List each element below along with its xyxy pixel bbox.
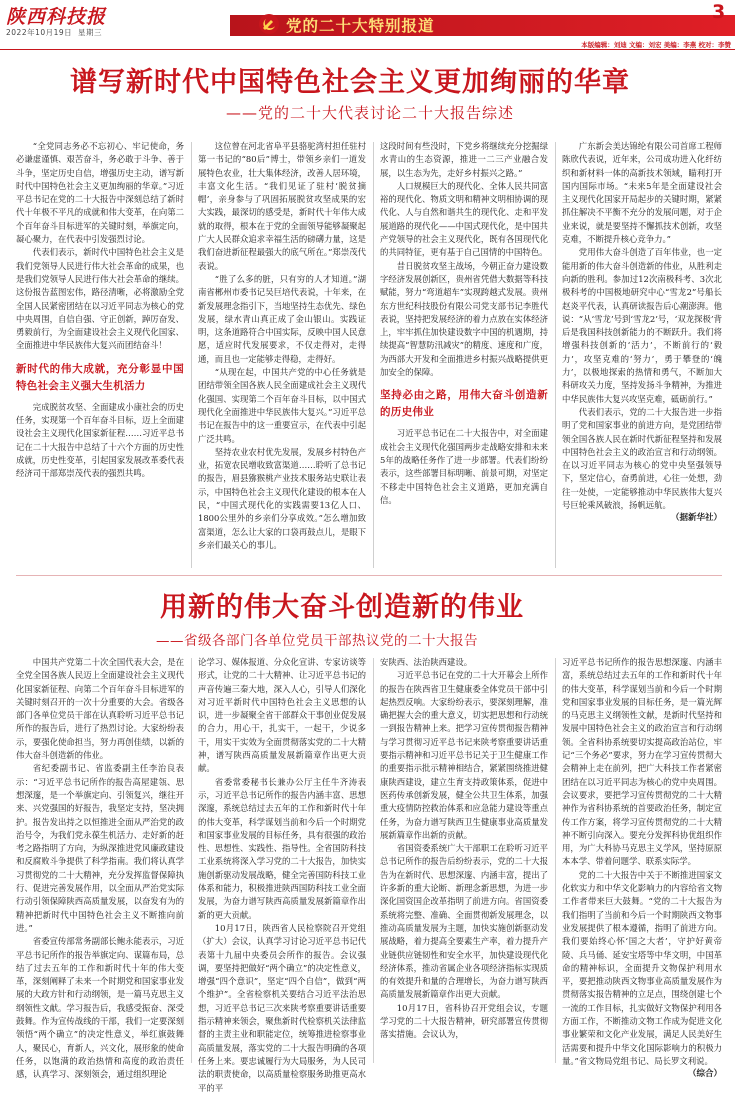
publication-weekday: 星期三 bbox=[77, 28, 102, 37]
article2-column-2 bbox=[198, 656, 366, 1093]
paragraph: 广东新会美达锦纶有限公司首席工程师陈欣代表说，近年来，公司成功进入化纤纺织和新材料一体的高新技术领域，瞄利打开国内国际市场。“未来5年是全面建设社会主义现代化国家开局起步的关键时期，紧紧抓住解决不平衡不充分的发展问题，对于企业来说，就是要坚持不懈抓技术创新，攻坚克难，不断提升核心竞争力。” bbox=[562, 141, 722, 245]
article1-column-4 bbox=[562, 140, 722, 570]
paragraph: “胜了么多的脏，只有穷的人才知道。”湖南省郴州市委书记吴巨培代表说，十年来，在新发展理念指引下，当地坚持生态优先、绿色发展，绿水青山真正成了金山银山。实践证明，这条道路符合中国实际，反映中国人民意愿，适应时代发展要求，不仅走得对，走得通，而且也一定能够走得稳，走得好。 bbox=[198, 273, 366, 364]
publication-date: 2022年10月19日 bbox=[6, 28, 73, 37]
paragraph: 党用伟大奋斗创造了百年伟业，也一定能用新的伟大奋斗创造新的伟业，从胜利走向新的胜利。参加过12次南极科考、3次北极科考的中国极地研究中心“雪龙2”号船长赵炎平代表，认真研读报告后心潮澎湃。他说：“从‘雪龙’号到‘雪龙2’号，‘双龙探极’背后是我国科技创新能力的不断跃升。我们将增强科技创新的‘活力’，不断前行的‘毅力’，攻坚克难的‘努力’，勇于攀登的‘魄力’，以极地探索的热情和勇气，不断加大科研攻关力度，坚持发扬斗争精神，为推进中华民族伟大复兴攻坚克难，砥砺前行。” bbox=[562, 247, 722, 404]
paragraph: 中国共产党第二十次全国代表大会，是在全党全国各族人民迈上全面建设社会主义现代化国家新征程、向第二个百年奋斗目标进军的关键时刻召开的一次十分重要的大会。省级各部门各单位党员干部在认真聆听习近平总书记所作的报告后，进行了热烈讨论。大家纷纷表示，要强化使命担当，努力再创佳绩，以新的伟大奋斗创造新的伟业。 bbox=[16, 657, 184, 761]
article1-column-2 bbox=[198, 140, 366, 570]
masthead-rule bbox=[0, 49, 735, 50]
paragraph: 坚持农业农村优先发展，发展乡村特色产业，拓宽农民增收致富渠道……聆听了总书记的报告，眉县猕猴桃产业技术服务站史联让表示，中国特色社会主义现代化建设的根本在人民，“中国式现代化的实践需要13亿人口、1800公里外的乡亲们分享成效。”怎么增加致富渠道，怎么让大家的口袋再鼓点儿，是眼下乡亲们最关心的事儿。 bbox=[198, 446, 366, 550]
article2-column-1 bbox=[16, 656, 184, 1080]
paragraph: 完成脱贫攻坚、全面建成小康社会的历史任务，实现第一个百年奋斗目标，迈上全面建设社会主义现代化国家新征程……习近平总书记在二十大报告中总结了十六个方面的历史性成就，历史性变革，引起国家发展改革委代表经济司干部郑崇茂代表的强烈共鸣。 bbox=[16, 401, 184, 479]
article2-headline: 用新的伟大奋斗创造新的伟业 bbox=[160, 592, 524, 623]
paragraph: 安陕西、法治陕西建设。 bbox=[380, 657, 473, 667]
article2-column-3 bbox=[380, 656, 548, 1066]
paragraph: 习近平总书记在二十大报告中，对全面建成社会主义现代化强国两步走战略安排和未来5年的战略任务作了进一步部署。代表们纷纷表示，这些部署目标明晰、前景可期，对坚定不移走中国特色社会主义道路，更加充满自信。 bbox=[380, 428, 548, 505]
paragraph: 10月17日，陕西省人民检察院召开党组（扩大）会议，认真学习讨论习近平总书记代表第十九届中央委员会所作的报告。会议强调，要坚持把做好“两个确立”的决定性意义，增强“四个意识”，坚定“四个自信”，做到“两个维护”。全省检察机关要结合习近平法治思想，习近平总书记三次来陕考察重要讲话重要指示精神来领会，聚焦新时代检察机关法律监督的主责主业和职能定位，统筹推进检察事业高质量发展，落实党的二十大报告明确的各项任务上来。要忠诚履行为大局服务，为人民司法的职责使命，以高质量检察服务助推更高水平的平 bbox=[198, 922, 366, 1093]
article1-section-heading: 新时代的伟大成就，充分彰显中国特色社会主义强大生机活力 bbox=[16, 362, 184, 392]
column-divider bbox=[373, 142, 374, 568]
column-divider bbox=[191, 658, 192, 1063]
paragraph: 代表们表示，党的二十大报告进一步指明了党和国家事业的前进方向，是党团结带领全国各族人民在新时代新征程坚持和发展中国特色社会主义的政治宣言和行动纲领。在以习近平同志为核心的党中央坚强领导下，坚定信心，奋勇前进，心往一处想，劲往一处使，一定能够推动中华民族伟大复兴号巨轮乘风破浪，扬帆远航。 bbox=[562, 406, 722, 511]
article2-source: （综合） bbox=[687, 1069, 722, 1080]
paragraph: 10月17日，省科协召开党组会议，专题学习党的二十大报告精神，研究部署宣传贯彻落实措施。会议认为， bbox=[380, 1002, 548, 1040]
article1-subhead: ——党的二十大代表讨论二十大报告综述 bbox=[226, 104, 515, 122]
article1-column-3 bbox=[380, 140, 548, 570]
paragraph: 论学习、媒体报道、分众化宣讲、专家访谈等形式，让党的二十大精神、让习近平总书记的声音传遍三秦大地，深入人心，引导人们深化对习近平新时代中国特色社会主义思想的认识，进一步凝聚全省干部群众干事创业促发展的合力，用心干，扎实干，一起干，少说多干，用实干实效为全面贯彻落实党的二十大精神，谱写陕西高质量发展新篇章作出更大贡献。 bbox=[198, 657, 366, 774]
paragraph: 习近平总书记在党的二十大开幕会上所作的报告在陕西省卫生健康委全体党员干部中引起热烈反响。大家纷纷表示，要深刻理解，准确把握大会的重大意义，切实把思想和行动统一到报告精神上来。把学习宣传贯彻报告精神与学习贯彻习近平总书记来陕考察重要讲话重要指示精神和习近平总书记关于卫生健康工作的重要指示批示精神相结合，紧紧围绕推进健康陕西建设，建立生育支持政策体系，促进中医药传承创新发展，健全公共卫生体系，加强重大疫情防控救治体系和应急能力建设等重点任务，为奋力谱写陕西卫生健康事业高质量发展新篇章作出新的贡献。 bbox=[380, 670, 548, 840]
article1-section-heading: 坚持必由之路，用伟大奋斗创造新的历史伟业 bbox=[380, 389, 548, 419]
paragraph: “从现在起，中国共产党的中心任务就是团结带领全国各族人民全面建成社会主义现代化强国、实现第二个百年奋斗目标，以中国式现代化全面推进中华民族伟大复兴。”习近平总书记在报告中的这一重要宣示，在代表中引起广泛共鸣。 bbox=[198, 367, 366, 444]
article1-column-1 bbox=[16, 140, 184, 570]
paragraph: 昔日脱贫攻坚主战场，今朝正奋力建设数字经济发展创新区，贵州省凭借大数据等科技赋能，努力“弯道超车”实现跨越式发展。贵州东方世纪科技股份有限公司党支部书记李胜代表说，坚持把发展经济的着力点放在实体经济上，牢牢抓住加快建设数字中国的机遇期，持续提高“智慧防汛减灾”的精度、速度和广度，为西部大开发和全面推进乡村振兴战略提供更加安全的保障。 bbox=[380, 260, 548, 378]
paragraph: 党的二十大报告中关于不断推进国家文化软实力和中华文化影响力的内容给省文物工作者带来巨大鼓舞。“党的二十大报告为我们指明了当前和今后一个时期陕西文物事业发展提供了根本遵循，指明了前进方向。我们要始终心怀‘国之大者’，守护好黄帝陵、兵马俑、延安宝塔等中华文明，中国革命的精神标识，全面提升文物保护利用水平，要把推动陕西文物事业高质量发展作为贯彻落实报告精神的立足点，围绕创建七个一流的工作目标，扎实做好文物保护利用各方面工作，不断推动文物工作成为促进文化事业繁荣和文化产业发展，满足人民美好生活需要和提升中华文化国际影响力的积极力量。”省文物局党组书记、局长罗文利说。 bbox=[562, 869, 722, 1066]
article2-subhead: ——省级各部门各单位党员干部热议党的二十大报告 bbox=[156, 633, 478, 649]
paragraph: 代表们表示，新时代中国特色社会主义是我们党领导人民进行伟大社会革命的成果，也是我们党领导人民进行伟大社会革命的继续。这份报告蓝图宏伟，路径清晰，必将激励全党全国人民紧密团结在以习近平同志为核心的党中央周围，自信自强、守正创新，踔厉奋发、勇毅前行，为全面建设社会主义现代化国家、全面推进中华民族伟大复兴而团结奋斗！ bbox=[16, 247, 184, 351]
paragraph: 省国资委系统广大干部职工在聆听习近平总书记所作的报告后纷纷表示，党的二十大报告为在新时代、思想深邃、内涵丰富，提出了许多新的重大论断、新理念新思想，为进一步深化国资国企改革指明了前进方向。省国资委系统将完整、准确、全面贯彻新发展理念，以推动高质量发展为主题，加快实施创新驱动发展战略，着力提高全要素生产率，着力提升产业链供应链韧性和安全水平，加快建设现代化经济体系，推动省属企业各项经济指标实现质的有效提升和量的合理增长，为奋力谱写陕西高质量发展新篇章作出更大贡献。 bbox=[380, 843, 548, 1000]
article1-headline: 谱写新时代中国特色社会主义更加绚丽的华章 bbox=[70, 67, 630, 98]
article2-column-4 bbox=[562, 656, 722, 1080]
column-divider bbox=[555, 142, 556, 568]
paragraph: 这位曾在河北省阜平县骆驼湾村担任驻村第一书记的“80后”博士，带领乡亲们一道发展特色农业，壮大集体经济，改善人居环境，丰富文化生活。“我们见证了驻村‘脱贫摘帽’，亲身参与了巩固拓展脱贫攻坚成果的宏大实践，最深切的感受是，新时代十年伟大成就的取得，根本在于党的全面领导能够凝聚起广大人民群众追求幸福生活的磅礴力量，这是我们奋进新征程最强大的底气所在。”郑崇茂代表说。 bbox=[198, 141, 366, 271]
paragraph: 省委常委秘书长兼办公厅主任牛齐涛表示，习近平总书记所作的报告内涵丰富、思想深邃，系统总结过去五年的工作和新时代十年的伟大变革，科学谋划当前和今后一个时期党和国家事业发展的目标任务，具有很强的政治性、思想性、实践性、指导性。全省国防科技工业系统将深入学习党的二十大报告，加快实施创新驱动发展战略，健全完善国防科技工业体系和能力，积极推进陕西国防科技工业全面发展，为奋力谱写陕西高质量发展新篇章作出新的更大贡献。 bbox=[198, 776, 366, 920]
paragraph: 习近平总书记所作的报告思想深邃、内涵丰富，系统总结过去五年的工作和新时代十年的伟大变革，科学谋划当前和今后一个时期党和国家事业发展的目标任务，是一篇光辉的马克思主义纲领性文献，是新时代坚持和发展中国特色社会主义的政治宣言和行动纲领。全省科协系统要切实提高政治站位，牢记“三个务必”要求，努力在学习宣传贯彻大会精神上走在前列，把广大科技工作者紧密团结在以习近平同志为核心的党中央周围。会议要求，要把学习宣传贯彻党的二十大精神作为省科协系统的首要政治任务，制定宣传工作方案，将学习宣传贯彻党的二十大精神不断引向深入。要充分发挥科协优组织作用，为广大科协马克思主义学风，坚持原原本本学、带着问题学、联系实际学。 bbox=[562, 657, 722, 867]
column-divider bbox=[555, 658, 556, 1063]
party-emblem-icon bbox=[258, 13, 280, 35]
paragraph: 人口规模巨大的现代化、全体人民共同富裕的现代化、物质文明和精神文明相协调的现代化、人与自然和谐共生的现代化、走和平发展道路的现代化——中国式现代化，是中国共产党领导的社会主义现代化，既有各国现代化的共同特征，更有基于自己国情的中国特色。 bbox=[380, 180, 548, 258]
article1-source: （据新华社） bbox=[670, 513, 722, 524]
section-title: 党的二十大特别报道 bbox=[286, 17, 435, 35]
column-divider bbox=[373, 658, 374, 1063]
paragraph: 这段时间有些没时，下党乡将继续充分挖掘绿水青山的生态资源，推进一二三产业融合发展，以生态为先，走好乡村振兴之路。” bbox=[380, 141, 548, 178]
paragraph: “全党同志务必不忘初心、牢记使命，务必谦虚谨慎、艰苦奋斗，务必敢于斗争、善于斗争，坚定历史自信，增强历史主动，谱写新时代中国特色社会主义更加绚丽的华章。”习近平总书记在党的二十大报告中深刻总结了新时代十年极不平凡的成就和伟大变革，在向第二个百年奋斗目标进军的关键时刻，举旗定向，凝心聚力，在代表中引发强烈讨论。 bbox=[16, 141, 184, 245]
paragraph: 省纪委副书记、省监委副主任李治良表示：“习近平总书记所作的报告高屋建瓴、思想深邃，是一个举旗定向、引领复兴，继往开来、兴党强国的好报告，我坚定支持，坚决拥护。报告发出持之以恒推进全面从严治党的政治号令，为我们党永葆生机活力、走好新的赶考之路指明了方向，为纵深推进党风廉政建设和反腐败斗争提供了科学指南。我们将认真学习贯彻党的二十大精神，充分发挥监督保障执行、促进完善发展作用，以全面从严治党实际行动引领保障陕西高质量发展，以奋发有为的精神把新时代中国特色社会主义不断推向前进。” bbox=[16, 763, 184, 933]
publication-date-line bbox=[6, 27, 102, 38]
masthead bbox=[0, 0, 735, 50]
column-divider bbox=[191, 142, 192, 568]
newspaper-name: 陕西科技报 bbox=[6, 6, 107, 28]
paragraph: 省委宣传部常务副部长鲍永能表示，习近平总书记所作的报告举旗定向、谋篇布局，总结了过去五年的工作和新时代十年的伟大变革，深刻阐释了未来一个时期党和国家事业发展的大政方针和行动纲领，是一篇马克思主义纲领性文献。学习报告后，我感受振奋、深受鼓舞。作为宣传战线的干部，我们一定要深刻领悟“两个确立”的决定性意义，举红旗鼓舞人，聚民心，育新人，兴文化，展形象的使命任务，以饱满的政治热情和高度的政治责任感，认真学习、深刻领会，通过组织理论 bbox=[16, 936, 184, 1080]
editor-credits: 本版编辑：刘迪 文编：刘宏 美编：李燕 校对：李赞 bbox=[581, 41, 731, 49]
page-number: 3 bbox=[712, 1, 726, 23]
article-separator bbox=[16, 575, 722, 576]
